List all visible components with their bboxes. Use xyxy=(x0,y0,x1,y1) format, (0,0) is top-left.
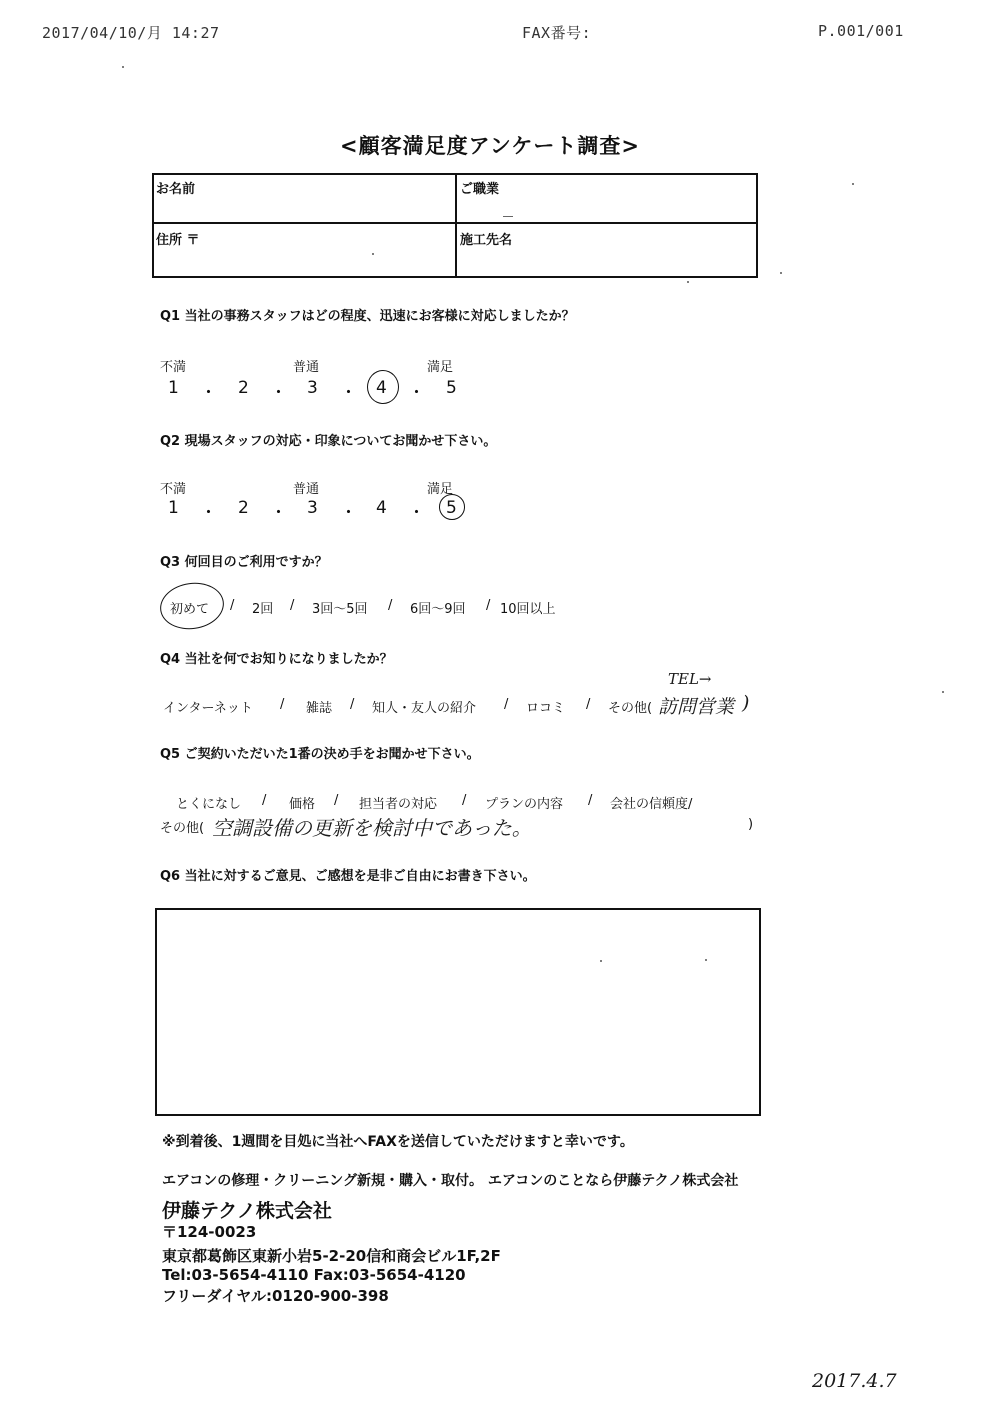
q2-option-5: 5 xyxy=(446,498,457,518)
q5-option-trust: 会社の信頼度/ xyxy=(610,797,693,812)
scan-speck xyxy=(705,959,707,961)
q4-handwritten-other: 訪問営業 xyxy=(658,696,735,718)
q5-separator: / xyxy=(462,793,467,808)
q4-separator: / xyxy=(586,697,591,712)
q1-option-4: 4 xyxy=(376,378,387,398)
q5-separator: / xyxy=(588,793,593,808)
q5-option-plan: プランの内容 xyxy=(485,797,564,812)
q1-label-mid: 普通 xyxy=(293,360,320,375)
site-name-label: 施工先名 xyxy=(460,233,513,248)
q5-separator: / xyxy=(262,793,267,808)
q3-option-3to5: 3回〜5回 xyxy=(312,602,368,617)
q4-separator: / xyxy=(504,697,509,712)
q5-option-staff: 担当者の対応 xyxy=(359,797,438,812)
q3-option-6to9: 6回〜9回 xyxy=(410,602,466,617)
q1-separator: ・ xyxy=(270,383,287,403)
footer-freedial: フリーダイヤル:0120-900-398 xyxy=(162,1287,389,1305)
q1-label-high: 満足 xyxy=(427,360,454,375)
q2-separator: ・ xyxy=(408,503,425,523)
q1-separator: ・ xyxy=(200,383,217,403)
q4-option-referral: 知人・友人の紹介 xyxy=(372,701,477,716)
q2-separator: ・ xyxy=(200,503,217,523)
q4-option-internet: インターネット xyxy=(163,701,253,716)
q5-close-paren: ) xyxy=(748,817,754,832)
scan-mark xyxy=(503,216,513,217)
q1-option-1: 1 xyxy=(168,378,179,398)
q6-question: Q6 当社に対するご意見、ご感想を是非ご自由にお書き下さい。 xyxy=(160,869,536,884)
q1-option-3: 3 xyxy=(307,378,318,398)
footer-postal: 〒124-0023 xyxy=(162,1223,257,1241)
q1-option-5: 5 xyxy=(446,378,457,398)
q1-separator: ・ xyxy=(408,383,425,403)
q3-separator: / xyxy=(388,598,393,613)
q2-selected-circle xyxy=(439,494,465,520)
scan-speck xyxy=(942,691,944,693)
footer-tel-fax: Tel:03-5654-4110 Fax:03-5654-4120 xyxy=(162,1266,466,1284)
q3-question: Q3 何回目のご利用ですか？ xyxy=(160,555,328,570)
q2-option-1: 1 xyxy=(168,498,179,518)
table-vertical-divider xyxy=(455,173,457,278)
q6-comment-box xyxy=(155,908,761,1116)
handwritten-date: 2017.4.7 xyxy=(812,1370,897,1392)
q4-separator: / xyxy=(280,697,285,712)
q4-handwritten-note: TEL→ xyxy=(668,670,712,688)
scan-speck xyxy=(780,272,782,274)
q5-separator: / xyxy=(334,793,339,808)
q2-label-high: 満足 xyxy=(427,482,454,497)
q3-option-2: 2回 xyxy=(252,602,274,617)
q1-separator: ・ xyxy=(340,383,357,403)
q5-handwritten-other: 空調設備の更新を検討中であった。 xyxy=(212,816,532,840)
q2-question: Q2 現場スタッフの対応・印象についてお聞かせ下さい。 xyxy=(160,434,497,449)
q4-option-magazine: 雑誌 xyxy=(306,701,333,716)
q2-option-2: 2 xyxy=(238,498,249,518)
q4-separator: / xyxy=(350,697,355,712)
q3-option-first: 初めて xyxy=(170,602,210,617)
q1-label-low: 不満 xyxy=(160,360,187,375)
q5-other-label: その他( xyxy=(160,821,205,836)
scan-speck xyxy=(372,253,374,255)
table-horizontal-divider xyxy=(152,222,758,224)
name-label: お名前 xyxy=(156,182,196,197)
scan-speck xyxy=(600,960,602,962)
q5-option-price: 価格 xyxy=(289,797,316,812)
q1-option-2: 2 xyxy=(238,378,249,398)
scan-speck xyxy=(687,281,689,283)
q3-separator: / xyxy=(230,598,235,613)
q1-selected-circle xyxy=(367,370,399,404)
q1-question: Q1 当社の事務スタッフはどの程度、迅速にお客様に対応しましたか？ xyxy=(160,309,575,324)
footer-notice: ※到着後、1週間を目処に当社へFAXを送信していただけますと幸いです。 xyxy=(162,1134,634,1150)
footer-company: 伊藤テクノ株式会社 xyxy=(162,1200,332,1222)
q5-question: Q5 ご契約いただいた1番の決め手をお聞かせ下さい。 xyxy=(160,747,480,762)
q2-label-mid: 普通 xyxy=(293,482,320,497)
scan-speck xyxy=(852,183,854,185)
fax-datetime: 2017/04/10/月 14:27 xyxy=(42,24,220,42)
occupation-label: ご職業 xyxy=(460,182,500,197)
q3-option-10plus: 10回以上 xyxy=(500,602,556,617)
scan-speck xyxy=(122,66,124,68)
q2-option-3: 3 xyxy=(307,498,318,518)
q4-option-other: その他( xyxy=(608,701,653,716)
q2-separator: ・ xyxy=(340,503,357,523)
q3-selected-circle xyxy=(157,579,227,633)
address-label: 住所 〒 xyxy=(156,233,200,248)
fax-number-label: FAX番号: xyxy=(522,24,592,42)
q5-option-none: とくになし xyxy=(176,797,242,812)
fax-page: P.001/001 xyxy=(818,22,904,40)
q4-close-paren: ) xyxy=(742,692,750,714)
q2-option-4: 4 xyxy=(376,498,387,518)
q2-label-low: 不満 xyxy=(160,482,187,497)
q3-separator: / xyxy=(290,598,295,613)
footer-address: 東京都葛飾区東新小岩5-2-20信和商会ビル1F,2F xyxy=(162,1247,501,1265)
footer-tagline: エアコンの修理・クリーニング新規・購入・取付。 エアコンのことなら伊藤テクノ株式会社 xyxy=(162,1173,739,1189)
q4-option-word-of-mouth: ロコミ xyxy=(526,701,566,716)
q3-separator: / xyxy=(486,598,491,613)
q2-separator: ・ xyxy=(270,503,287,523)
page-title: <顧客満足度アンケート調査> xyxy=(340,134,640,158)
q4-question: Q4 当社を何でお知りになりましたか？ xyxy=(160,652,393,667)
